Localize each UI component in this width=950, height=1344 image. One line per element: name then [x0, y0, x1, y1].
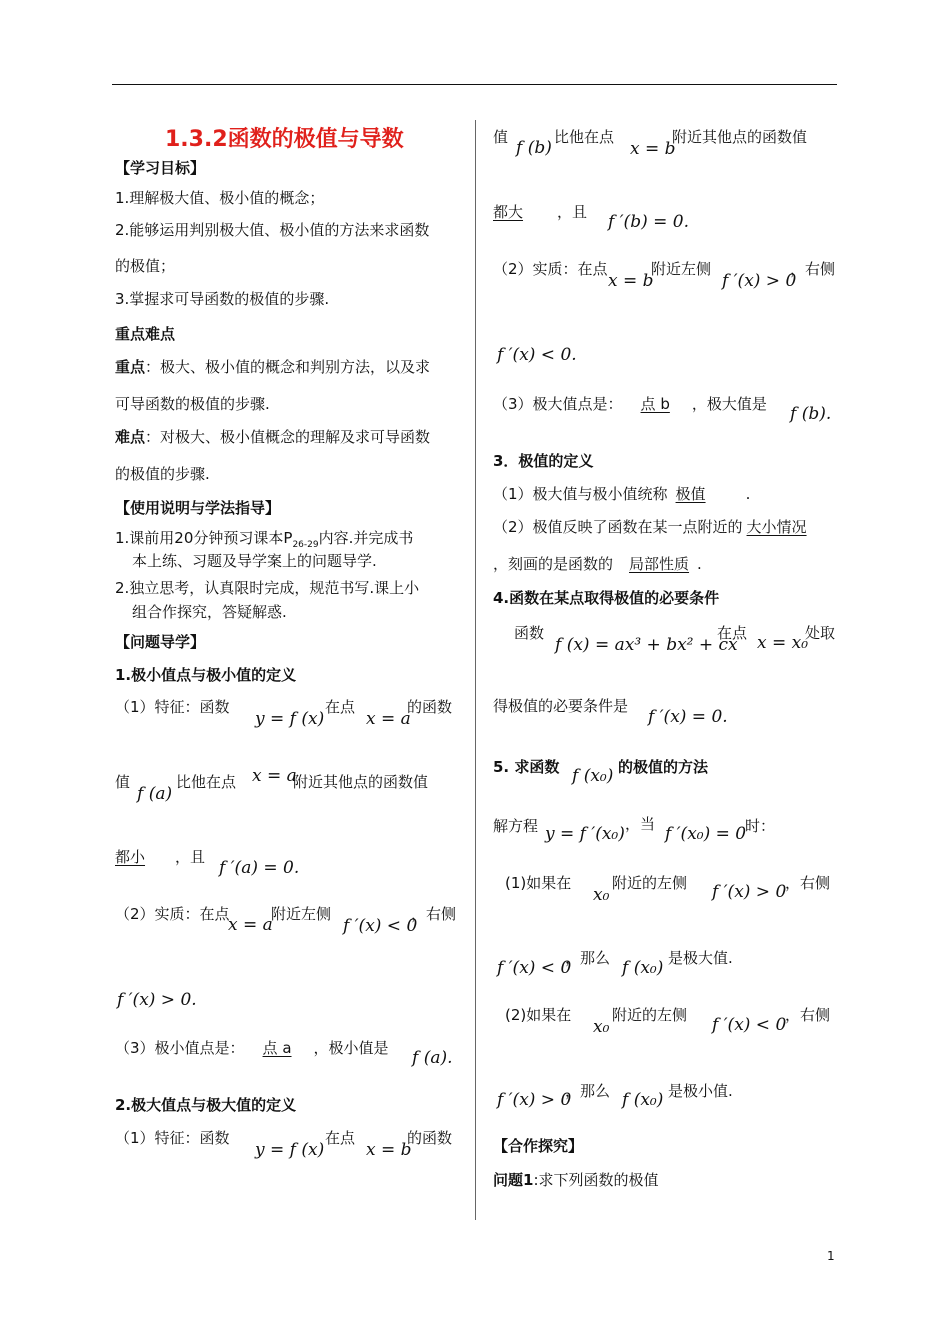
s5-heading-b: 的极值的方法 [618, 758, 709, 776]
s1-q2-b: 附近左侧 [271, 905, 332, 923]
s1-q3-blank: 点 a [262, 1039, 292, 1057]
key-heading: 重点难点 [115, 325, 176, 343]
s5-1-math2: f ′(x₀) = 0 [665, 824, 747, 844]
s1-q2-a: （2）实质：在点 [115, 905, 230, 923]
s3-1: （1）极大值与极小值统称 极值 . [493, 485, 751, 503]
s5-4-math2: f ′(x) < 0 [712, 1015, 787, 1035]
s1-heading: 1.极小值点与极小值的定义 [115, 666, 297, 684]
r3-c: ，右侧 [790, 260, 836, 278]
s5-5a: ，那么 [565, 1082, 611, 1100]
s1-p2-c: 附近其他点的函数值 [293, 773, 429, 791]
usage-1a: 1.课前用20分钟预习课本$P_{26-29}$内容.并完成书 [115, 529, 414, 550]
s2-heading: 2.极大值点与极大值的定义 [115, 1096, 297, 1114]
r1-b: 比他在点 [554, 128, 615, 146]
s5-2b: 附近的左侧 [612, 874, 688, 892]
s5-2c: ，右侧 [785, 874, 831, 892]
page-title: 1.3.2函数的极值与导数 [165, 127, 404, 152]
s3-3-blank: 局部性质 [629, 555, 690, 573]
s3-3: ，刻画的是函数的 局部性质 . [493, 555, 702, 573]
s5-heading-a: 5. 求函数 [493, 758, 560, 776]
r3-math2: f ′(x) > 0 [722, 271, 797, 291]
s4-d: 得极值的必要条件是 [493, 697, 629, 715]
s5-2-math1: x₀ [593, 885, 610, 905]
s5-1-math1: y = f ′(x₀) [545, 824, 625, 844]
s1-q2-math1: x = a [228, 915, 273, 935]
s5-1a: 解方程 [493, 817, 539, 835]
key-text-b: 可导函数的极值的步骤. [115, 395, 270, 413]
s1-p1-math1: y = f (x) [255, 709, 325, 729]
r2-blank: 都大 [493, 203, 524, 221]
s4-math2: x = x₀ [757, 633, 809, 653]
s5-3-math1: f ′(x) < 0 [497, 958, 572, 978]
s1-q2-math3: f ′(x) > 0. [117, 990, 197, 1010]
s5-3b: 是极大值. [668, 949, 733, 967]
s1-p3-math: f ′(a) = 0. [219, 858, 300, 878]
usage-2a: 2.独立思考，认真限时完成，规范书写.课上小 [115, 579, 420, 597]
usage-2b: 组合作探究，答疑解惑. [132, 603, 287, 621]
s4-heading: 4.函数在某点取得极值的必要条件 [493, 589, 720, 607]
usage-heading: 【使用说明与学法指导】 [115, 499, 281, 517]
s3-heading: 3．极值的定义 [493, 452, 594, 470]
s1-p2-a: 值 [115, 773, 131, 791]
s1-q2-math2: f ′(x) < 0 [343, 916, 418, 936]
goal-3: 3.掌握求可导函数的极值的步骤. [115, 290, 330, 308]
s3-1-blank: 极值 [675, 485, 706, 503]
goal-2a: 2.能够运用判别极大值、极小值的方法来求函数 [115, 221, 430, 239]
key-label: 重点 [115, 358, 146, 376]
s1-p1-a: （1）特征：函数 [115, 698, 230, 716]
goal-1: 1.理解极大值、极小值的概念； [115, 189, 325, 207]
usage-1c: 本上练、习题及导学案上的问题导学. [132, 552, 377, 570]
s5-5-math1: f ′(x) > 0 [497, 1090, 572, 1110]
usage-page-range: 26-29 [292, 540, 319, 550]
s4-b: 在点 [717, 624, 748, 642]
s1-p2-math2: x = a [252, 766, 297, 786]
s5-1b: ，当 [625, 815, 656, 833]
s5-4b: 附近的左侧 [612, 1006, 688, 1024]
question-1-text: :求下列函数的极值 [533, 1171, 659, 1189]
s3-2: （2）极值反映了函数在某一点附近的 大小情况 [493, 518, 807, 536]
r3-math1: x = b [608, 271, 654, 291]
diff-text-b: 的极值的步骤. [115, 465, 210, 483]
header-rule [112, 84, 837, 85]
r4: （3）极大值点是： 点 b ，极大值是 [493, 395, 767, 413]
question-1 [493, 1170, 659, 1190]
page-number: 1 [827, 1249, 835, 1263]
s3-2-blank: 大小情况 [746, 518, 807, 536]
s5-4c: ，右侧 [785, 1006, 831, 1024]
r1-c: 附近其他点的函数值 [672, 128, 808, 146]
r2-math: f ′(b) = 0. [608, 212, 689, 232]
r4-math: f (b). [790, 404, 832, 424]
r3-math3: f ′(x) < 0. [497, 345, 577, 365]
s1-q3: （3）极小值点是： 点 a ，极小值是 [115, 1039, 389, 1057]
s5-2a: (1)如果在 [505, 874, 572, 892]
s4-math3: f ′(x) = 0. [648, 707, 728, 727]
s5-4-math1: x₀ [593, 1017, 610, 1037]
column-divider [475, 120, 476, 1220]
question-1-label: 问题1 [493, 1171, 534, 1189]
s2-p1-a: （1）特征：函数 [115, 1129, 230, 1147]
key-text-a: ：极大、极小值的概念和判别方法，以及求 [145, 358, 431, 376]
s1-q2-c: ，右侧 [411, 905, 457, 923]
r2: 都大 ，且 [493, 203, 588, 221]
s5-2-math2: f ′(x) > 0 [712, 882, 787, 902]
r3-b: 附近左侧 [651, 260, 712, 278]
r1-math1: f (b) [516, 138, 552, 158]
s4-math1: f (x) = ax³ + bx² + cx [555, 635, 738, 655]
s4-a: 函数 [514, 624, 545, 642]
s5-5-math2: f (x₀) [622, 1090, 664, 1110]
s1-p1-b: 在点 [325, 698, 356, 716]
s5-4a: (2)如果在 [505, 1006, 572, 1024]
goal-2b: 的极值； [115, 257, 176, 275]
key-line-a [115, 357, 430, 377]
r1-a: 值 [493, 128, 509, 146]
s2-p1-b: 在点 [325, 1129, 356, 1147]
r3-a: （2）实质：在点 [493, 260, 608, 278]
s2-p1-math2: x = b [366, 1140, 412, 1160]
s5-3-math2: f (x₀) [622, 958, 664, 978]
s1-p3-blank: 都小 [115, 848, 146, 866]
s1-p2-math1: f (a) [137, 784, 173, 804]
r4-blank: 点 b [640, 395, 670, 413]
guide-heading: 【问题导学】 [115, 633, 206, 651]
s5-5b: 是极小值. [668, 1082, 733, 1100]
s1-q3-math: f (a). [412, 1048, 453, 1068]
s5-3a: ，那么 [565, 949, 611, 967]
coop-heading: 【合作探究】 [493, 1137, 584, 1155]
s5-1c: 时： [745, 817, 776, 835]
s1-p1-math2: x = a [366, 709, 411, 729]
s1-p2-b: 比他在点 [176, 773, 237, 791]
diff-line-a [115, 427, 430, 447]
diff-label: 难点 [115, 428, 146, 446]
diff-text-a: ：对极大、极小值概念的理解及求可导函数 [145, 428, 431, 446]
r1-math2: x = b [630, 139, 676, 159]
s1-p1-c: 的函数 [407, 698, 453, 716]
s4-c: 处取 [805, 624, 836, 642]
s2-p1-c: 的函数 [407, 1129, 453, 1147]
s2-p1-math1: y = f (x) [255, 1140, 325, 1160]
s5-math: f (x₀) [572, 766, 614, 786]
goals-heading: 【学习目标】 [115, 159, 206, 177]
s1-p3: 都小 ，且 [115, 848, 206, 866]
